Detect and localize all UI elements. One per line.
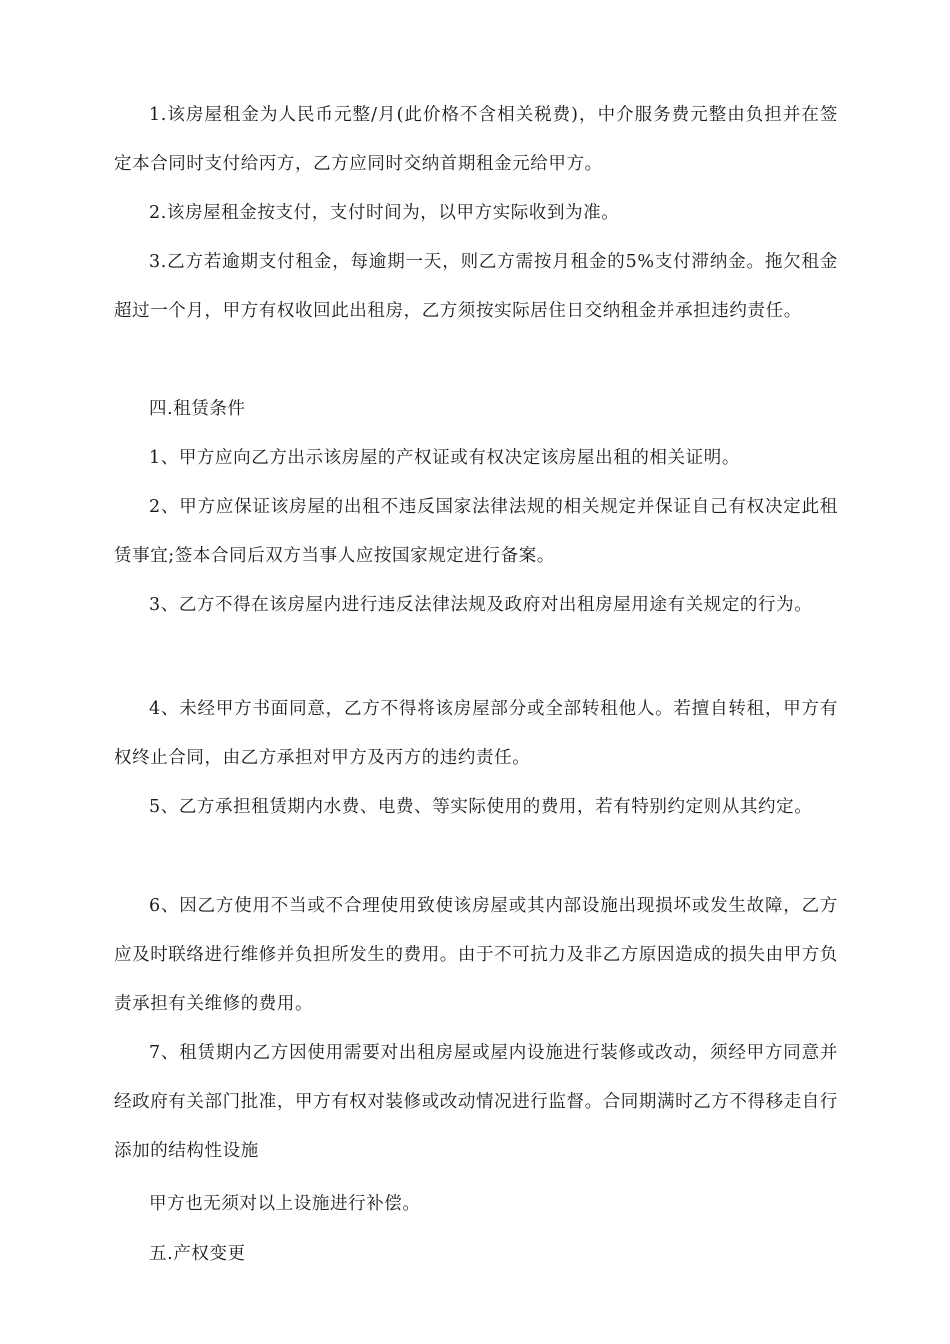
- section-heading-property-change: 五.产权变更: [149, 1244, 246, 1264]
- paragraph-condition-7: 7、租赁期内乙方因使用需要对出租房屋或屋内设施进行装修或改动，须经甲方同意并经政府有关部门批准，甲方有权对装修或改动情况进行监督。合同期满时乙方不得移走自行添加的结构性设施: [114, 1043, 838, 1161]
- paragraph-condition-6: 6、因乙方使用不当或不合理使用致使该房屋或其内部设施出现损坏或发生故障，乙方应及时联络进行维修并负担所发生的费用。由于不可抗力及非乙方原因造成的损失由甲方负责承担有关维修的费用。: [114, 896, 838, 1014]
- paragraph-condition-1: 1、甲方应向乙方出示该房屋的产权证或有权决定该房屋出租的相关证明。: [149, 448, 740, 468]
- section-heading-lease-conditions: 四.租赁条件: [149, 399, 246, 419]
- paragraph-condition-5: 5、乙方承担租赁期内水费、电费、等实际使用的费用，若有特别约定则从其约定。: [149, 797, 813, 817]
- paragraph-rent-payment: 2.该房屋租金按支付，支付时间为，以甲方实际收到为准。: [149, 203, 620, 223]
- paragraph-rent-amount: 1.该房屋租金为人民币元整/月(此价格不含相关税费)，中介服务费元整由负担并在签定本合同时支付给丙方，乙方应同时交纳首期租金元给甲方。: [114, 105, 838, 174]
- paragraph-condition-4: 4、未经甲方书面同意，乙方不得将该房屋部分或全部转租他人。若擅自转租，甲方有权终止合同，由乙方承担对甲方及丙方的违约责任。: [114, 699, 838, 768]
- paragraph-late-fee: 3.乙方若逾期支付租金，每逾期一天，则乙方需按月租金的5%支付滞纳金。拖欠租金超过一个月，甲方有权收回此出租房，乙方须按实际居住日交纳租金并承担违约责任。: [114, 252, 838, 321]
- paragraph-condition-2: 2、甲方应保证该房屋的出租不违反国家法律法规的相关规定并保证自己有权决定此租赁事宜;签本合同后双方当事人应按国家规定进行备案。: [114, 497, 838, 566]
- paragraph-compensation: 甲方也无须对以上设施进行补偿。: [149, 1194, 421, 1214]
- paragraph-condition-3: 3、乙方不得在该房屋内进行违反法律法规及政府对出租房屋用途有关规定的行为。: [149, 595, 813, 615]
